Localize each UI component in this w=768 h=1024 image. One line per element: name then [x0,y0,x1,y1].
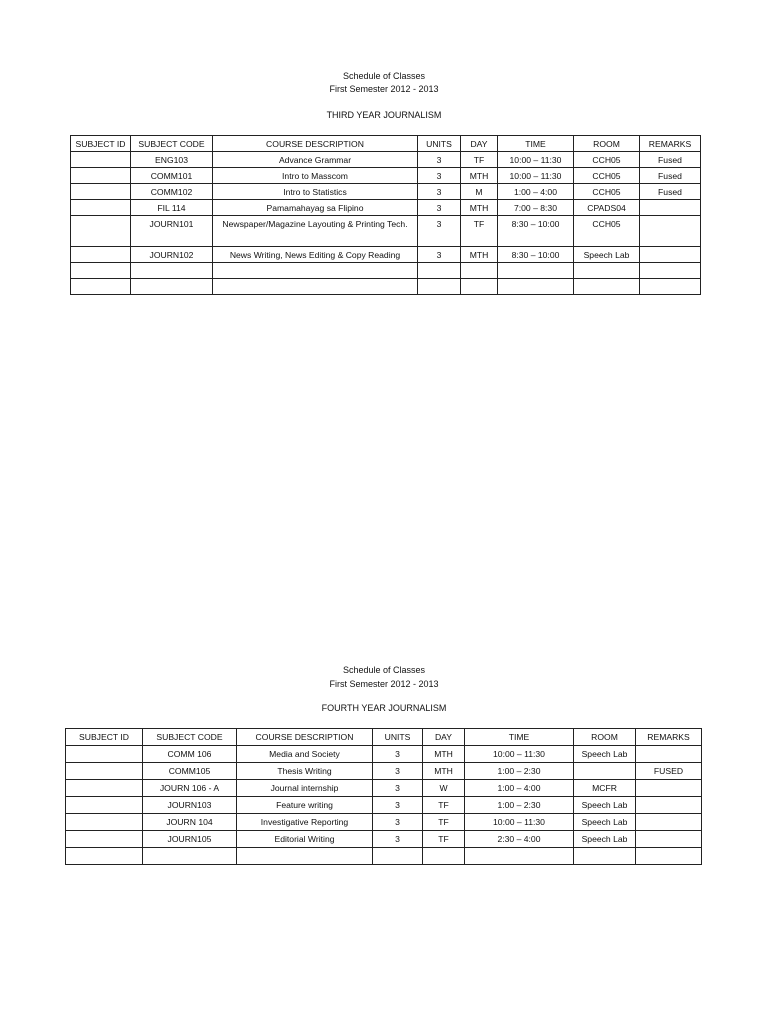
cell-time [498,279,574,295]
cell-day: TF [461,152,498,168]
cell-subject-id [66,763,143,780]
column-header-subject-id: SUBJECT ID [66,729,143,746]
cell-units: 3 [373,831,423,848]
cell-course-description: Media and Society [237,746,373,763]
cell-day: MTH [461,168,498,184]
table-header-row [66,729,702,746]
cell-units: 3 [418,168,461,184]
cell-course-description: News Writing, News Editing & Copy Reading [213,247,418,263]
cell-day [461,279,498,295]
table-row [71,263,701,279]
cell-time: 2:30 – 4:00 [465,831,574,848]
cell-remarks [636,814,702,831]
cell-time: 10:00 – 11:30 [498,152,574,168]
cell-subject-code: ENG103 [131,152,213,168]
cell-subject-id [66,780,143,797]
cell-room: CCH05 [574,168,640,184]
cell-course-description: Feature writing [237,797,373,814]
table-row [71,168,701,184]
cell-room: CCH05 [574,184,640,200]
cell-subject-code: COMM102 [131,184,213,200]
cell-units: 3 [418,184,461,200]
cell-subject-code: JOURN101 [131,216,213,247]
table-row [66,780,702,797]
cell-remarks [640,263,701,279]
cell-room: CCH05 [574,216,640,247]
table-row [66,763,702,780]
cell-subject-code: JOURN 104 [143,814,237,831]
cell-course-description [213,279,418,295]
cell-subject-code [131,279,213,295]
cell-subject-code: FIL 114 [131,200,213,216]
cell-time: 1:00 – 4:00 [498,184,574,200]
cell-time: 7:00 – 8:30 [498,200,574,216]
column-header-time: TIME [498,136,574,152]
cell-day: TF [461,216,498,247]
cell-course-description: Intro to Masscom [213,168,418,184]
year-label-third: THIRD YEAR JOURNALISM [326,110,442,120]
semester-label-2: First Semester 2012 - 2013 [329,679,439,689]
cell-subject-code: COMM105 [143,763,237,780]
cell-remarks [640,247,701,263]
cell-remarks: Fused [640,184,701,200]
cell-time: 8:30 – 10:00 [498,247,574,263]
cell-subject-id [71,184,131,200]
cell-room [574,848,636,865]
cell-units: 3 [373,814,423,831]
column-header-day: DAY [461,136,498,152]
cell-subject-code: JOURN103 [143,797,237,814]
cell-subject-code: COMM101 [131,168,213,184]
column-header-subject-code: SUBJECT CODE [131,136,213,152]
cell-units: 3 [418,200,461,216]
cell-room: CPADS04 [574,200,640,216]
cell-day: M [461,184,498,200]
cell-time: 10:00 – 11:30 [465,814,574,831]
cell-units: 3 [373,746,423,763]
cell-remarks: FUSED [636,763,702,780]
cell-day [461,263,498,279]
year-label-fourth: FOURTH YEAR JOURNALISM [321,703,447,713]
cell-course-description: Journal internship [237,780,373,797]
column-header-room: ROOM [574,729,636,746]
cell-units [373,848,423,865]
table-row [71,279,701,295]
cell-remarks [636,848,702,865]
semester-label-1: First Semester 2012 - 2013 [329,84,439,94]
cell-time: 8:30 – 10:00 [498,216,574,247]
column-header-time: TIME [465,729,574,746]
cell-subject-code: JOURN 106 - A [143,780,237,797]
cell-day: MTH [461,247,498,263]
cell-course-description: Advance Grammar [213,152,418,168]
cell-subject-id [66,814,143,831]
cell-remarks [636,746,702,763]
cell-subject-id [71,216,131,247]
cell-units [418,279,461,295]
table-header-row [71,136,701,152]
cell-subject-id [71,247,131,263]
cell-room [574,763,636,780]
cell-remarks: Fused [640,168,701,184]
cell-subject-id [71,200,131,216]
cell-remarks [636,831,702,848]
cell-subject-id [66,848,143,865]
cell-room [574,279,640,295]
cell-room: Speech Lab [574,746,636,763]
table-row [71,216,701,247]
cell-room: Speech Lab [574,247,640,263]
cell-course-description: Newspaper/Magazine Layouting & Printing Tech. [213,216,418,247]
cell-units: 3 [373,780,423,797]
column-header-room: ROOM [574,136,640,152]
cell-course-description: Investigative Reporting [237,814,373,831]
cell-day: MTH [423,746,465,763]
table-row [66,814,702,831]
table-row [66,848,702,865]
column-header-remarks: REMARKS [636,729,702,746]
cell-remarks [640,200,701,216]
table-row [66,746,702,763]
column-header-subject-code: SUBJECT CODE [143,729,237,746]
cell-units: 3 [373,763,423,780]
cell-subject-id [71,263,131,279]
cell-room: Speech Lab [574,831,636,848]
cell-remarks: Fused [640,152,701,168]
cell-time [465,848,574,865]
cell-time: 1:00 – 2:30 [465,797,574,814]
column-header-units: UNITS [418,136,461,152]
table-row [71,247,701,263]
cell-subject-id [71,152,131,168]
cell-course-description: Pamamahayag sa Flipino [213,200,418,216]
cell-units: 3 [418,247,461,263]
cell-units [418,263,461,279]
cell-course-description [237,848,373,865]
cell-subject-id [66,831,143,848]
cell-remarks [640,216,701,247]
table-row [71,200,701,216]
cell-time [498,263,574,279]
cell-subject-code: COMM 106 [143,746,237,763]
schedule-title-2: Schedule of Classes [342,665,426,675]
column-header-remarks: REMARKS [640,136,701,152]
cell-units: 3 [373,797,423,814]
column-header-course-description: COURSE DESCRIPTION [213,136,418,152]
cell-day: MTH [423,763,465,780]
cell-course-description: Editorial Writing [237,831,373,848]
table-row [66,831,702,848]
cell-subject-id [71,279,131,295]
schedule-table-third-year [70,135,701,295]
cell-room: CCH05 [574,152,640,168]
cell-units: 3 [418,152,461,168]
cell-units: 3 [418,216,461,247]
cell-day: TF [423,814,465,831]
cell-subject-id [66,746,143,763]
cell-remarks [636,797,702,814]
cell-room: Speech Lab [574,797,636,814]
cell-subject-code: JOURN105 [143,831,237,848]
cell-course-description: Thesis Writing [237,763,373,780]
column-header-course-description: COURSE DESCRIPTION [237,729,373,746]
cell-time: 1:00 – 2:30 [465,763,574,780]
cell-time: 1:00 – 4:00 [465,780,574,797]
cell-subject-code [131,263,213,279]
cell-room: Speech Lab [574,814,636,831]
cell-day: MTH [461,200,498,216]
table-row [66,797,702,814]
cell-day: TF [423,797,465,814]
cell-remarks [640,279,701,295]
schedule-table-fourth-year [65,728,702,865]
cell-remarks [636,780,702,797]
table-row [71,184,701,200]
cell-subject-code: JOURN102 [131,247,213,263]
column-header-day: DAY [423,729,465,746]
cell-time: 10:00 – 11:30 [498,168,574,184]
cell-subject-id [66,797,143,814]
cell-room: MCFR [574,780,636,797]
table-row [71,152,701,168]
cell-subject-id [71,168,131,184]
cell-course-description [213,263,418,279]
cell-course-description: Intro to Statistics [213,184,418,200]
cell-time: 10:00 – 11:30 [465,746,574,763]
cell-subject-code [143,848,237,865]
cell-day: TF [423,831,465,848]
cell-room [574,263,640,279]
schedule-title-1: Schedule of Classes [342,71,426,81]
cell-day [423,848,465,865]
column-header-units: UNITS [373,729,423,746]
cell-day: W [423,780,465,797]
column-header-subject-id: SUBJECT ID [71,136,131,152]
